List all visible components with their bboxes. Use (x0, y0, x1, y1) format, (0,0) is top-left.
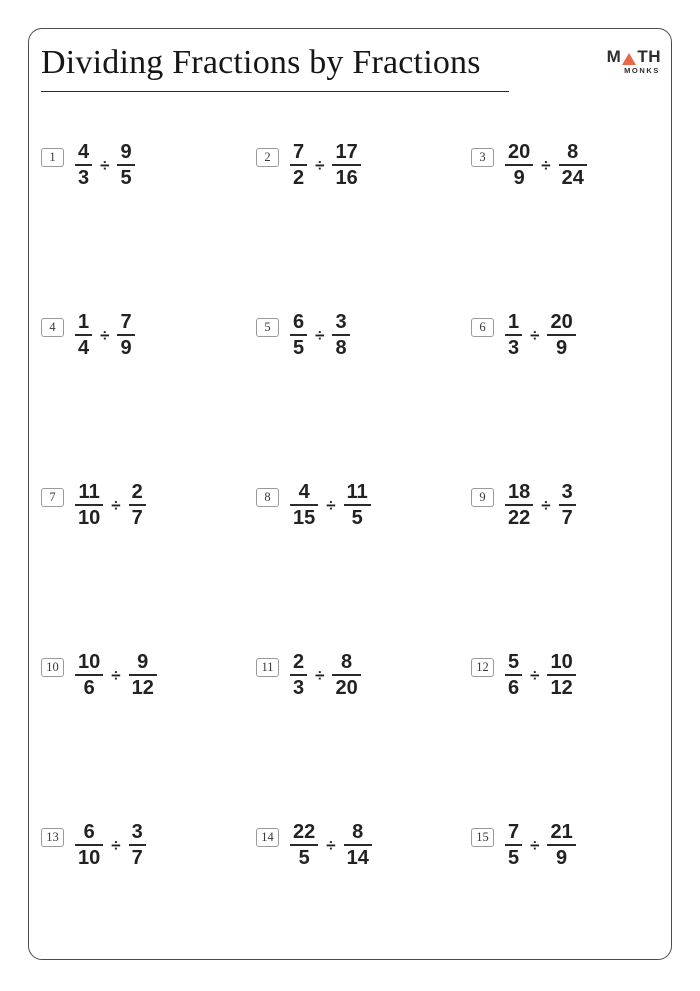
division-sign: ÷ (530, 325, 540, 345)
divisor-fraction (332, 142, 360, 188)
dividend-denominator: 5 (298, 847, 310, 869)
division-sign: ÷ (326, 835, 336, 855)
division-sign: ÷ (530, 835, 540, 855)
dividend-fraction (505, 652, 522, 698)
dividend-numerator: 20 (508, 141, 531, 163)
logo-letter-m: M (606, 47, 622, 66)
divisor-fraction (559, 482, 576, 528)
divisor-fraction (129, 482, 146, 528)
dividend-denominator: 6 (508, 677, 520, 699)
problem-item (471, 309, 659, 361)
problem-item (41, 309, 256, 361)
dividend-numerator: 6 (293, 311, 305, 333)
dividend-numerator: 18 (508, 481, 531, 503)
division-sign: ÷ (541, 155, 551, 175)
division-sign: ÷ (111, 495, 121, 515)
problem-number-badge: 6 (471, 318, 494, 337)
dividend-denominator: 6 (83, 677, 95, 699)
divisor-denominator: 8 (335, 337, 347, 359)
dividend-numerator: 4 (78, 141, 90, 163)
dividend-numerator: 7 (508, 821, 520, 843)
problem-item (471, 139, 659, 191)
problem-number-badge: 7 (41, 488, 64, 507)
dividend-numerator: 5 (508, 651, 520, 673)
problem-item (256, 479, 471, 531)
divisor-denominator: 14 (346, 847, 369, 869)
divisor-numerator: 8 (352, 821, 364, 843)
dividend-denominator: 9 (513, 167, 525, 189)
division-sign: ÷ (100, 155, 110, 175)
divisor-denominator: 5 (351, 507, 363, 529)
divisor-denominator: 9 (556, 847, 568, 869)
dividend-denominator: 22 (508, 507, 531, 529)
worksheet-page (28, 28, 672, 960)
divisor-fraction (559, 142, 587, 188)
dividend-fraction (290, 312, 307, 358)
dividend-denominator: 15 (293, 507, 316, 529)
dividend-denominator: 5 (508, 847, 520, 869)
dividend-denominator: 4 (78, 337, 90, 359)
divisor-fraction (547, 822, 575, 868)
division-sign: ÷ (111, 835, 121, 855)
dividend-fraction (505, 142, 533, 188)
divisor-numerator: 9 (137, 651, 149, 673)
problem-item (256, 819, 471, 871)
dividend-fraction (505, 482, 533, 528)
problem-number-badge: 13 (41, 828, 64, 847)
division-sign: ÷ (315, 325, 325, 345)
divisor-numerator: 10 (550, 651, 573, 673)
dividend-fraction (290, 822, 318, 868)
problem-item (471, 649, 659, 701)
division-sign: ÷ (530, 665, 540, 685)
divisor-denominator: 16 (335, 167, 358, 189)
dividend-fraction (505, 822, 522, 868)
division-sign: ÷ (541, 495, 551, 515)
problem-number-badge: 9 (471, 488, 494, 507)
problem-number-badge: 1 (41, 148, 64, 167)
dividend-denominator: 3 (293, 677, 305, 699)
problem-number-badge: 14 (256, 828, 279, 847)
division-sign: ÷ (100, 325, 110, 345)
dividend-denominator: 2 (293, 167, 305, 189)
dividend-numerator: 4 (298, 481, 310, 503)
problem-number-badge: 10 (41, 658, 64, 677)
problem-item (256, 309, 471, 361)
divisor-fraction (547, 312, 575, 358)
dividend-fraction (505, 312, 522, 358)
logo-top-row (607, 48, 661, 65)
mathmonks-logo (607, 48, 661, 75)
logo-triangle-icon (622, 53, 636, 65)
problem-number-badge: 8 (256, 488, 279, 507)
dividend-denominator: 5 (293, 337, 305, 359)
division-sign: ÷ (315, 665, 325, 685)
divisor-numerator: 7 (120, 311, 132, 333)
divisor-numerator: 21 (550, 821, 573, 843)
page-title: Dividing Fractions by Fractions (41, 44, 481, 81)
divisor-numerator: 11 (346, 481, 368, 503)
divisor-fraction (332, 312, 349, 358)
divisor-denominator: 12 (131, 677, 154, 699)
division-sign: ÷ (315, 155, 325, 175)
dividend-denominator: 3 (78, 167, 90, 189)
dividend-denominator: 10 (78, 847, 101, 869)
dividend-fraction (75, 482, 103, 528)
divisor-numerator: 8 (567, 141, 579, 163)
divisor-numerator: 3 (131, 821, 143, 843)
divisor-fraction (344, 822, 372, 868)
division-sign: ÷ (111, 665, 121, 685)
problem-item (256, 139, 471, 191)
divisor-fraction (332, 652, 360, 698)
divisor-fraction (117, 312, 134, 358)
divisor-fraction (129, 652, 157, 698)
divisor-denominator: 7 (131, 847, 143, 869)
title-underline (41, 91, 509, 92)
worksheet-header (29, 29, 671, 92)
dividend-numerator: 1 (508, 311, 520, 333)
problem-number-badge: 3 (471, 148, 494, 167)
division-sign: ÷ (326, 495, 336, 515)
divisor-numerator: 8 (341, 651, 353, 673)
divisor-numerator: 2 (131, 481, 143, 503)
divisor-denominator: 9 (120, 337, 132, 359)
dividend-numerator: 22 (293, 821, 316, 843)
problem-item (41, 819, 256, 871)
dividend-fraction (75, 822, 103, 868)
problem-item (41, 139, 256, 191)
problem-number-badge: 11 (256, 658, 279, 677)
problem-item (256, 649, 471, 701)
problem-number-badge: 4 (41, 318, 64, 337)
logo-monks-text: MONKS (624, 66, 660, 75)
divisor-fraction (344, 482, 371, 528)
divisor-denominator: 9 (556, 337, 568, 359)
divisor-denominator: 24 (561, 167, 584, 189)
divisor-fraction (547, 652, 575, 698)
problem-number-badge: 5 (256, 318, 279, 337)
divisor-numerator: 9 (120, 141, 132, 163)
dividend-numerator: 10 (78, 651, 101, 673)
problem-item (41, 649, 256, 701)
logo-letters-th: TH (637, 47, 661, 66)
divisor-numerator: 17 (335, 141, 358, 163)
divisor-fraction (129, 822, 146, 868)
divisor-numerator: 20 (550, 311, 573, 333)
dividend-numerator: 11 (78, 481, 100, 503)
problem-item (41, 479, 256, 531)
problems-grid (41, 139, 659, 989)
dividend-numerator: 7 (293, 141, 305, 163)
dividend-numerator: 2 (293, 651, 305, 673)
divisor-denominator: 7 (131, 507, 143, 529)
divisor-denominator: 20 (335, 677, 358, 699)
divisor-fraction (117, 142, 134, 188)
problem-item (471, 819, 659, 871)
divisor-denominator: 7 (561, 507, 573, 529)
dividend-denominator: 3 (508, 337, 520, 359)
dividend-numerator: 6 (83, 821, 95, 843)
dividend-fraction (75, 312, 92, 358)
dividend-fraction (290, 652, 307, 698)
divisor-denominator: 12 (550, 677, 573, 699)
dividend-numerator: 1 (78, 311, 90, 333)
dividend-fraction (290, 482, 318, 528)
divisor-numerator: 3 (335, 311, 347, 333)
divisor-denominator: 5 (120, 167, 132, 189)
problem-number-badge: 2 (256, 148, 279, 167)
dividend-denominator: 10 (78, 507, 101, 529)
dividend-fraction (75, 142, 92, 188)
dividend-fraction (75, 652, 103, 698)
divisor-numerator: 3 (561, 481, 573, 503)
problem-item (471, 479, 659, 531)
dividend-fraction (290, 142, 307, 188)
problem-number-badge: 15 (471, 828, 494, 847)
problem-number-badge: 12 (471, 658, 494, 677)
